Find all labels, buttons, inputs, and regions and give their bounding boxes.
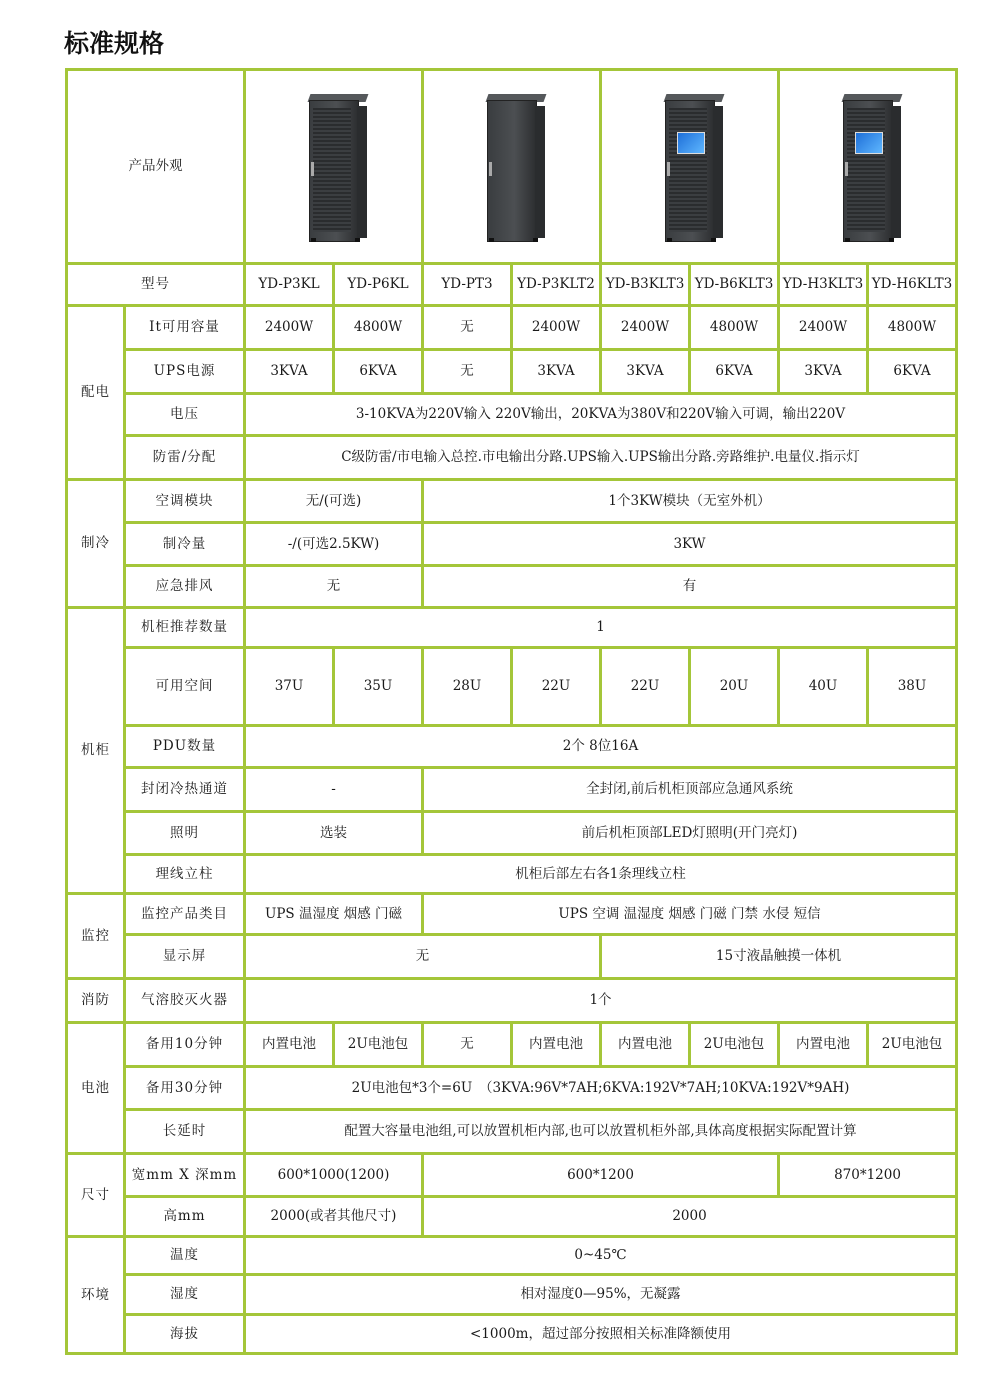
ac-module-label: 空调模块	[125, 480, 245, 523]
page-title: 标准规格	[64, 29, 165, 58]
ac-module-cell: 1个3KW模块（无室外机）	[423, 480, 957, 523]
humidity-label: 湿度	[125, 1275, 245, 1315]
it-capacity-cell: 4800W	[868, 306, 957, 350]
distribution-label: 防雷/分配	[125, 436, 245, 480]
extinguisher-label: 气溶胶灭火器	[125, 979, 245, 1023]
it-capacity-cell: 无	[423, 306, 512, 350]
touchscreen-icon	[677, 132, 705, 154]
backup30-value: 2U电池包*3个=6U （3KVA:96V*7AH;6KVA:192V*7AH;10KVA:192V*9AH)	[245, 1067, 957, 1110]
aisle-cell: -	[245, 768, 423, 812]
exhaust-cell: 有	[423, 566, 957, 608]
rack-count-value: 1	[245, 608, 957, 648]
cooling-capacity-cell: 3KW	[423, 523, 957, 566]
row-display	[67, 935, 957, 979]
row-height	[67, 1197, 957, 1237]
backup10-cell: 内置电池	[245, 1023, 334, 1067]
it-capacity-cell: 2400W	[779, 306, 868, 350]
server-cabinet-with-touchscreen-icon	[655, 92, 725, 242]
width-depth-cell: 600*1200	[423, 1154, 779, 1197]
row-lighting	[67, 812, 957, 855]
ups-cell: 3KVA	[779, 350, 868, 394]
row-ac-module	[67, 480, 957, 523]
lighting-cell: 前后机柜顶部LED灯照明(开门亮灯)	[423, 812, 957, 855]
ac-module-cell: 无/(可选)	[245, 480, 423, 523]
model-cell: YD-PT3	[423, 264, 512, 306]
monitor-categories-cell: UPS 温湿度 烟感 门磁	[245, 894, 423, 935]
row-altitude	[67, 1315, 957, 1354]
space-cell: 35U	[334, 648, 423, 726]
row-backup30	[67, 1067, 957, 1110]
group-battery: 电池	[67, 1023, 125, 1154]
ups-cell: 6KVA	[334, 350, 423, 394]
row-model	[67, 264, 957, 306]
ups-cell: 3KVA	[512, 350, 601, 394]
height-cell: 2000(或者其他尺寸)	[245, 1197, 423, 1237]
pdu-value: 2个 8位16A	[245, 726, 957, 768]
it-capacity-cell: 4800W	[334, 306, 423, 350]
aisle-label: 封闭冷热通道	[125, 768, 245, 812]
group-power: 配电	[67, 306, 125, 480]
space-cell: 20U	[690, 648, 779, 726]
backup10-cell: 内置电池	[512, 1023, 601, 1067]
group-cooling: 制冷	[67, 480, 125, 608]
group-size: 尺寸	[67, 1154, 125, 1237]
cooling-capacity-cell: -/(可选2.5KW)	[245, 523, 423, 566]
long-duration-value: 配置大容量电池组,可以放置机柜内部,也可以放置机柜外部,具体高度根据实际配置计算	[245, 1110, 957, 1154]
row-long-duration	[67, 1110, 957, 1154]
row-appearance	[67, 70, 957, 264]
ups-cell: 3KVA	[601, 350, 690, 394]
row-ups	[67, 350, 957, 394]
space-cell: 40U	[779, 648, 868, 726]
voltage-label: 电压	[125, 394, 245, 436]
cable-label: 理线立柱	[125, 855, 245, 894]
group-rack: 机柜	[67, 608, 125, 894]
row-temperature	[67, 1237, 957, 1275]
ups-cell: 6KVA	[868, 350, 957, 394]
long-duration-label: 长延时	[125, 1110, 245, 1154]
ups-label: UPS电源	[125, 350, 245, 394]
backup10-cell: 内置电池	[601, 1023, 690, 1067]
row-aisle	[67, 768, 957, 812]
space-cell: 22U	[512, 648, 601, 726]
it-capacity-cell: 2400W	[245, 306, 334, 350]
it-capacity-cell: 4800W	[690, 306, 779, 350]
rack-count-label: 机柜推荐数量	[125, 608, 245, 648]
width-depth-cell: 600*1000(1200)	[245, 1154, 423, 1197]
ups-cell: 3KVA	[245, 350, 334, 394]
enclosed-server-cabinet-icon	[477, 92, 547, 242]
backup10-cell: 2U电池包	[868, 1023, 957, 1067]
row-pdu	[67, 726, 957, 768]
voltage-value: 3-10KVA为220V输入 220V输出，20KVA为380V和220V输入可调，输出220V	[245, 394, 957, 436]
backup10-cell: 内置电池	[779, 1023, 868, 1067]
appearance-label: 产品外观	[67, 70, 245, 264]
monitor-categories-label: 监控产品类目	[125, 894, 245, 935]
monitor-categories-cell: UPS 空调 温湿度 烟感 门磁 门禁 水侵 短信	[423, 894, 957, 935]
it-capacity-label: It可用容量	[125, 306, 245, 350]
model-cell: YD-B3KLT3	[601, 264, 690, 306]
touchscreen-icon	[855, 132, 883, 154]
space-cell: 37U	[245, 648, 334, 726]
pdu-label: PDU数量	[125, 726, 245, 768]
group-fire: 消防	[67, 979, 125, 1023]
ups-cell: 6KVA	[690, 350, 779, 394]
distribution-value: C级防雷/市电输入总控.市电输出分路.UPS输入.UPS输出分路.旁路维护.电量仪.指示灯	[245, 436, 957, 480]
backup10-label: 备用10分钟	[125, 1023, 245, 1067]
enclosed-server-cabinet-icon	[299, 92, 369, 242]
lighting-cell: 选装	[245, 812, 423, 855]
cooling-capacity-label: 制冷量	[125, 523, 245, 566]
group-monitor: 监控	[67, 894, 125, 979]
height-cell: 2000	[423, 1197, 957, 1237]
backup10-cell: 2U电池包	[690, 1023, 779, 1067]
model-cell: YD-H3KLT3	[779, 264, 868, 306]
display-label: 显示屏	[125, 935, 245, 979]
temperature-label: 温度	[125, 1237, 245, 1275]
cabinet-image-2	[423, 70, 601, 264]
exhaust-label: 应急排风	[125, 566, 245, 608]
display-cell: 15寸液晶触摸一体机	[601, 935, 957, 979]
row-width-depth	[67, 1154, 957, 1197]
it-capacity-cell: 2400W	[601, 306, 690, 350]
space-cell: 38U	[868, 648, 957, 726]
cabinet-image-1	[245, 70, 423, 264]
altitude-value: <1000m，超过部分按照相关标准降额使用	[245, 1315, 957, 1354]
cabinet-image-3	[601, 70, 779, 264]
altitude-label: 海拔	[125, 1315, 245, 1354]
model-cell: YD-P3KL	[245, 264, 334, 306]
space-cell: 22U	[601, 648, 690, 726]
width-depth-cell: 870*1200	[779, 1154, 957, 1197]
cabinet-image-4	[779, 70, 957, 264]
aisle-cell: 全封闭,前后机柜顶部应急通风系统	[423, 768, 957, 812]
display-cell: 无	[245, 935, 601, 979]
row-rack-count	[67, 608, 957, 648]
width-depth-label: 宽mm X 深mm	[125, 1154, 245, 1197]
row-cable	[67, 855, 957, 894]
backup10-cell: 2U电池包	[334, 1023, 423, 1067]
height-label: 高mm	[125, 1197, 245, 1237]
model-label: 型号	[67, 264, 245, 306]
server-cabinet-with-touchscreen-icon	[833, 92, 903, 242]
ups-cell: 无	[423, 350, 512, 394]
row-cooling-capacity	[67, 523, 957, 566]
row-backup10	[67, 1023, 957, 1067]
model-cell: YD-P3KLT2	[512, 264, 601, 306]
space-label: 可用空间	[125, 648, 245, 726]
row-voltage	[67, 394, 957, 436]
row-exhaust	[67, 566, 957, 608]
row-distribution	[67, 436, 957, 480]
model-cell: YD-B6KLT3	[690, 264, 779, 306]
row-monitor-categories	[67, 894, 957, 935]
space-cell: 28U	[423, 648, 512, 726]
extinguisher-value: 1个	[245, 979, 957, 1023]
it-capacity-cell: 2400W	[512, 306, 601, 350]
group-environment: 环境	[67, 1237, 125, 1354]
humidity-value: 相对湿度0—95%，无凝露	[245, 1275, 957, 1315]
backup30-label: 备用30分钟	[125, 1067, 245, 1110]
row-humidity	[67, 1275, 957, 1315]
cable-value: 机柜后部左右各1条理线立柱	[245, 855, 957, 894]
row-it-capacity	[67, 306, 957, 350]
row-space	[67, 648, 957, 726]
spec-table	[65, 68, 958, 1355]
row-fire	[67, 979, 957, 1023]
model-cell: YD-P6KL	[334, 264, 423, 306]
model-cell: YD-H6KLT3	[868, 264, 957, 306]
backup10-cell: 无	[423, 1023, 512, 1067]
temperature-value: 0~45℃	[245, 1237, 957, 1275]
exhaust-cell: 无	[245, 566, 423, 608]
lighting-label: 照明	[125, 812, 245, 855]
